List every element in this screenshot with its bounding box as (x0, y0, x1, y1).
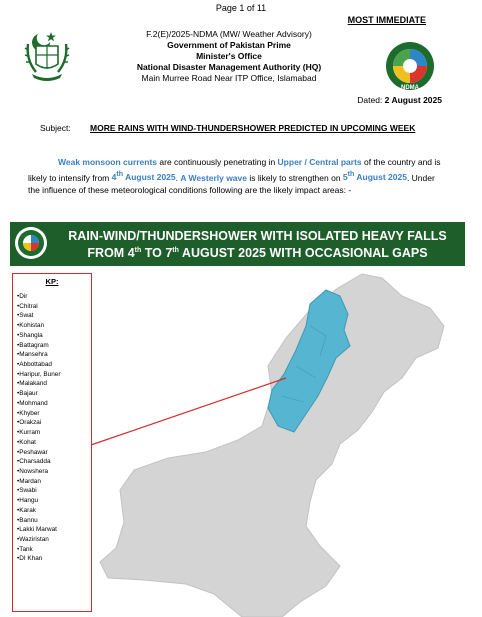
highlight-date-4 (112, 172, 176, 182)
para-text-4: is likely to strengthen on (247, 172, 343, 183)
kp-district-item: • Hangu (17, 496, 60, 506)
kp-district-item: • Swabi (17, 486, 60, 496)
para-text-2: of the country and is likely to intensify from (28, 157, 441, 183)
kp-district-box (12, 273, 92, 612)
para-text-3: . (175, 172, 181, 183)
pakistan-emblem-icon (24, 28, 70, 84)
kp-district-item: • Haripur, Buner (17, 370, 60, 380)
office-address: Main Murree Road Near ITP Office, Islamabad (141, 73, 317, 83)
highlight-date-5 (343, 172, 407, 182)
dated-value: 2 August 2025 (384, 95, 442, 105)
date-4-day: 4 (111, 172, 117, 183)
kp-district-item: • Mansehra (17, 350, 60, 360)
ndma-logo-icon (384, 40, 436, 92)
banner-to: TO 7 (141, 246, 173, 260)
banner-ndma-logo-icon (14, 226, 48, 260)
para-text-5: . Under the influence of these meteorological conditions following are the likely impact areas: - (28, 172, 435, 195)
kp-district-item: • Khyber (17, 409, 60, 419)
banner-sup-2: th (172, 246, 179, 254)
date-line (357, 95, 442, 105)
kp-district-item: • Kohat (17, 438, 60, 448)
kp-district-item: • DI Khan (17, 554, 60, 564)
kp-district-item: • Waziristan (17, 535, 60, 545)
reference-number: F.2(E)/2025-NDMA (MW/ Weather Advisory) (146, 29, 312, 39)
kp-district-item: • Bajaur (17, 389, 60, 399)
page-number: Page 1 of 11 (215, 3, 267, 13)
kp-district-item: • Dir (17, 292, 60, 302)
kp-district-item: • Orakzai (17, 418, 60, 428)
government-line-2: Minister's Office (196, 51, 262, 61)
government-line-1: Government of Pakistan Prime (167, 40, 291, 50)
kp-district-list (17, 292, 60, 564)
pakistan-territory (100, 274, 444, 617)
kp-district-item: • Mohmand (17, 399, 60, 409)
kp-district-item: • Nowshera (17, 467, 60, 477)
kp-district-item: • Bannu (17, 516, 60, 526)
subject-label: Subject: (40, 123, 71, 133)
kp-district-item: • Abbottabad (17, 360, 60, 370)
highlight-region: Upper / Central parts (277, 157, 362, 167)
kp-district-item: • Shangla (17, 331, 60, 341)
para-text-1: are continuously penetrating in (157, 157, 278, 167)
authority-name: National Disaster Management Authority (HQ) (136, 62, 322, 72)
ndma-logo-text: NDMA (401, 85, 419, 91)
advisory-paragraph (28, 156, 448, 196)
highlight-westerly: A Westerly wave (180, 172, 247, 183)
kp-title: KP: (45, 277, 59, 286)
banner-sup-1: th (134, 246, 142, 254)
banner-rest: AUGUST 2025 WITH OCCASIONAL GAPS (178, 246, 428, 260)
banner-title-line-2 (50, 246, 465, 260)
kp-district-item: • Karak (17, 506, 60, 516)
date-5-rest: August 2025 (354, 172, 407, 183)
kp-district-item: • Swat (17, 311, 60, 321)
kp-district-item: • Chitral (17, 302, 60, 312)
kp-district-item: • Malakand (17, 379, 60, 389)
date-4-sup: th (116, 170, 124, 179)
kp-district-item: • Battagram (17, 341, 60, 351)
kp-district-item: • Kurram (17, 428, 60, 438)
highlight-monsoon: Weak monsoon currents (58, 157, 158, 167)
kp-district-item: • Kohistan (17, 321, 60, 331)
kp-district-item: • Lakki Marwat (17, 525, 60, 535)
date-5-sup: th (347, 170, 355, 179)
dated-label: Dated: (357, 95, 383, 105)
kp-district-item: • Mardan (17, 477, 60, 487)
kp-district-item: • Tank (17, 545, 60, 555)
date-5-day: 5 (342, 172, 348, 183)
banner-title-line-1: RAIN-WIND/THUNDERSHOWER WITH ISOLATED HEAVY FALLS (68, 229, 447, 243)
date-4-rest: August 2025 (123, 172, 176, 183)
subject-text: MORE RAINS WITH WIND-THUNDERSHOWER PREDICTED IN UPCOMING WEEK (90, 123, 416, 133)
priority-label: MOST IMMEDIATE (347, 15, 426, 25)
banner-from: FROM 4 (87, 246, 135, 260)
kp-district-item: • Peshawar (17, 448, 60, 458)
kp-district-item: • Charsadda (17, 457, 60, 467)
